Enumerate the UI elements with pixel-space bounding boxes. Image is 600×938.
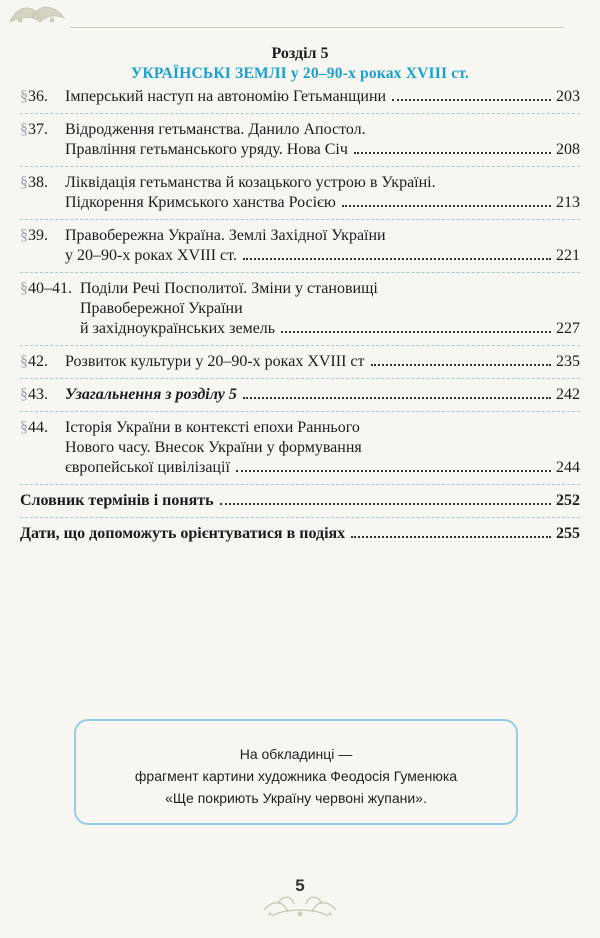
- toc-number: 44.: [28, 419, 48, 436]
- corner-ornament-icon: [6, 0, 70, 30]
- toc-title-line: Історія України в контексті епохи Раннього: [65, 419, 360, 436]
- toc-page: 208: [556, 141, 580, 158]
- toc-page: 252: [556, 492, 580, 509]
- footer-ornament-icon: [258, 884, 342, 924]
- toc-number: 42.: [28, 353, 48, 370]
- toc-number: 37.: [28, 121, 48, 138]
- toc-entry-44[interactable]: [20, 418, 580, 478]
- section-sign: §: [20, 121, 28, 138]
- toc-title-line: Підкорення Кримського ханства Росією: [65, 194, 336, 211]
- toc-title-line: Правобережна Україна. Землі Західної України: [65, 227, 386, 244]
- toc-entry-36[interactable]: [20, 87, 580, 107]
- section-subtitle: УКРАЇНСЬКІ ЗЕМЛІ у 20–90-х роках XVIII ст.: [130, 65, 470, 82]
- toc-entry-dates[interactable]: [20, 524, 580, 544]
- toc-entry-glossary[interactable]: [20, 491, 580, 511]
- toc-page: 255: [556, 525, 580, 542]
- toc-entry-38[interactable]: [20, 173, 580, 213]
- toc-title-line: Розвиток культури у 20–90-х роках XVIII ст: [65, 353, 365, 370]
- section-sign: §: [20, 280, 28, 297]
- top-rule: [70, 27, 564, 28]
- page-number: 5: [295, 876, 305, 895]
- toc-entry-42[interactable]: [20, 352, 580, 372]
- toc-number: 39.: [28, 227, 48, 244]
- toc-title-line: у 20–90-х роках XVIII ст.: [65, 247, 237, 264]
- section-sign: §: [20, 227, 28, 244]
- toc-title-line: Правобережної України: [80, 300, 243, 317]
- toc-page: 203: [556, 88, 580, 105]
- section-sign: §: [20, 353, 28, 370]
- toc-entry-37[interactable]: [20, 120, 580, 160]
- cover-note-line: На обкладинці —: [239, 746, 353, 762]
- toc-title-line: Узагальнення з розділу 5: [65, 386, 237, 403]
- section-sign: §: [20, 174, 28, 191]
- section-sign: §: [20, 419, 28, 436]
- toc-page: 242: [556, 386, 580, 403]
- section-header: [0, 44, 600, 84]
- toc-title-line: Нового часу. Внесок України у формування: [65, 439, 362, 456]
- cover-note-line: «Ще покриють Україну червоні жупани».: [165, 790, 427, 806]
- toc-number: 36.: [28, 88, 48, 105]
- toc-title-line: Поділи Речі Посполитої. Зміни у становищі: [80, 280, 378, 297]
- cover-note-box: [74, 719, 518, 825]
- toc-page: 244: [556, 459, 580, 476]
- toc-title-line: європейської цивілізації: [65, 459, 230, 476]
- toc-number: 40–41.: [28, 280, 72, 297]
- section-sign: §: [20, 88, 28, 105]
- toc-title-line: Словник термінів і понять: [20, 492, 214, 509]
- toc-entry-40-41[interactable]: [20, 279, 580, 339]
- toc-title-line: Відродження гетьманства. Данило Апостол.: [65, 121, 366, 138]
- toc-page: 235: [556, 353, 580, 370]
- toc-entry-39[interactable]: [20, 226, 580, 266]
- toc-number: 43.: [28, 386, 48, 403]
- toc-title-line: Ліквідація гетьманства й козацького устрою в Україні.: [65, 174, 436, 191]
- section-sign: §: [20, 386, 28, 403]
- toc-number: 38.: [28, 174, 48, 191]
- toc-page: 221: [556, 247, 580, 264]
- toc-page: 213: [556, 194, 580, 211]
- toc-entry-43[interactable]: [20, 385, 580, 405]
- toc-title-line: Імперський наступ на автономію Гетьманщини: [65, 88, 387, 105]
- table-of-contents: [20, 87, 580, 544]
- toc-title-line: й західноукраїнських земель: [80, 320, 276, 337]
- cover-note-line: фрагмент картини художника Феодосія Гуменюка: [134, 768, 458, 784]
- toc-title-line: Дати, що допоможуть орієнтуватися в подіях: [20, 525, 346, 542]
- toc-page: 227: [556, 320, 580, 337]
- section-title: Розділ 5: [271, 45, 329, 62]
- toc-title-line: Правління гетьманського уряду. Нова Січ: [65, 141, 348, 158]
